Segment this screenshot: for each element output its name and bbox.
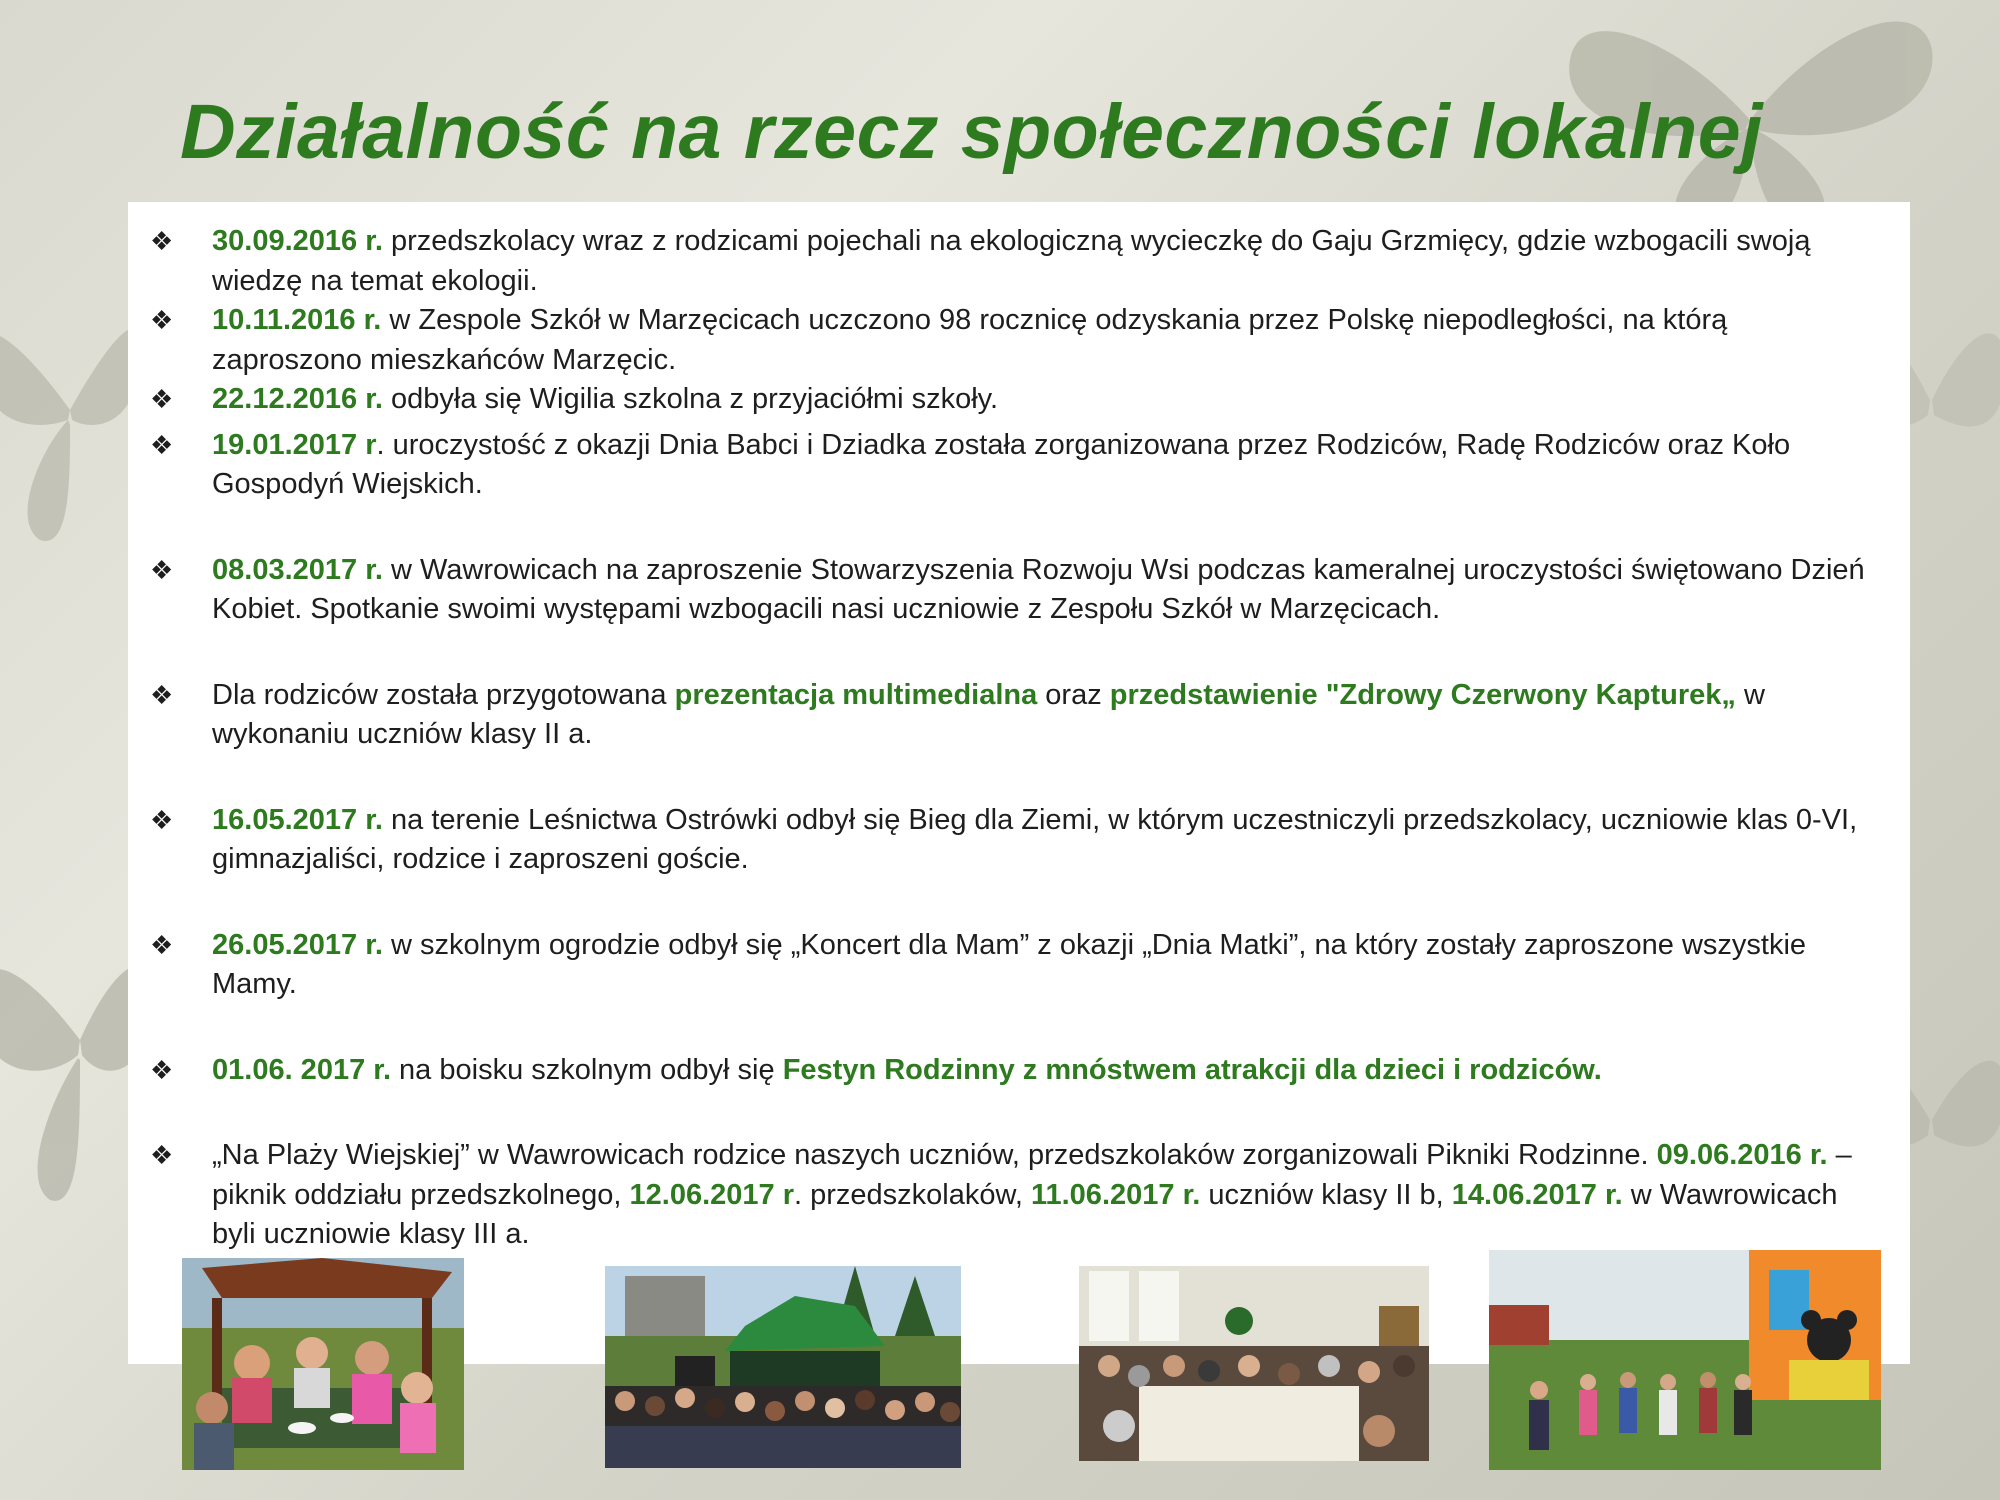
- body-text: na terenie Leśnictwa Ostrówki odbył się Bieg dla Ziemi, w którym uczestniczyli przedszkolacy, uczniowie klas 0-VI, gimnazjaliści, rodzice i zaproszeni goście.: [212, 803, 1858, 875]
- body-text: – piknik oddziału przedszkolnego,: [212, 1139, 1852, 1211]
- body-text: w wykonaniu uczniów klasy II a.: [212, 678, 1765, 750]
- highlighted-text: 12.06.2017 r: [629, 1178, 795, 1211]
- diamond-bullet-icon: ❖: [150, 429, 174, 460]
- diamond-bullet-icon: ❖: [150, 305, 174, 335]
- diamond-bullet-icon: ❖: [150, 226, 174, 256]
- body-text: w Wawrowicach byli uczniowie klasy III a.: [212, 1178, 1838, 1250]
- highlighted-text: prezentacja multimedialna: [674, 678, 1038, 711]
- highlighted-text: 01.06. 2017 r.: [212, 1053, 391, 1086]
- body-text: w Zespole Szkół w Marzęcicach uczczono 98 rocznicę odzyskania przez Polskę niepodległości, na którą zaproszono mieszkańców Marzęcic.: [212, 304, 1728, 376]
- highlighted-text: 10.11.2016 r.: [212, 304, 382, 336]
- highlighted-text: 30.09.2016 r.: [212, 225, 383, 257]
- activity-item: [128, 301, 1910, 380]
- activity-item: [128, 222, 1910, 301]
- highlighted-text: 16.05.2017 r.: [212, 803, 383, 836]
- photo-picnic-gazebo: [182, 1258, 464, 1470]
- content-panel: [128, 202, 1910, 1364]
- highlighted-text: 19.01.2017 r: [212, 428, 377, 461]
- body-text: odbyła się Wigilia szkolna z przyjaciółmi szkoły.: [382, 383, 999, 415]
- activity-item: [128, 926, 1910, 1005]
- highlighted-text: 26.05.2017 r.: [212, 928, 383, 961]
- body-text: w Wawrowicach na zaproszenie Stowarzyszenia Rozwoju Wsi podczas kameralnej uroczystości świętowano Dzień Kobiet. Spotkanie swoimi występami wzbogacili nasi uczniowie z Zespołu Szkół w Marzęcicach.: [212, 553, 1865, 625]
- activity-item: [128, 801, 1910, 880]
- activity-item: [128, 676, 1910, 755]
- photo-festival-bouncy-castle: [1489, 1250, 1881, 1470]
- diamond-bullet-icon: ❖: [150, 804, 174, 835]
- body-text: . przedszkolaków,: [794, 1178, 1031, 1211]
- highlighted-text: 08.03.2017 r.: [212, 553, 383, 586]
- body-text: uczniów klasy II b,: [1200, 1178, 1452, 1211]
- activity-item: [128, 1051, 1910, 1091]
- photo-outdoor-tent-event: [605, 1266, 961, 1468]
- highlighted-text: 11.06.2017 r.: [1030, 1178, 1201, 1211]
- diamond-bullet-icon: ❖: [150, 679, 174, 710]
- highlighted-text: 09.06.2016 r.: [1656, 1139, 1828, 1171]
- activity-list: [128, 222, 1910, 1255]
- diamond-bullet-icon: ❖: [150, 1054, 174, 1085]
- activity-item: [128, 1136, 1910, 1255]
- body-text: „Na Plaży Wiejskiej” w Wawrowicach rodzice naszych uczniów, przedszkolaków zorganizowali Pikniki Rodzinne.: [212, 1139, 1657, 1171]
- body-text: . uroczystość z okazji Dnia Babci i Dziadka została zorganizowana przez Rodziców, Radę Rodziców oraz Koło Gospodyń Wiejskich.: [212, 428, 1791, 500]
- butterfly-decoration-icon: [0, 260, 140, 560]
- diamond-bullet-icon: ❖: [150, 554, 174, 585]
- activity-item: [128, 426, 1910, 505]
- photo-gym-hall-gathering: [1079, 1266, 1429, 1461]
- diamond-bullet-icon: ❖: [150, 384, 174, 414]
- body-text: oraz: [1037, 678, 1110, 711]
- diamond-bullet-icon: ❖: [150, 929, 174, 960]
- body-text: Dla rodziców została przygotowana: [212, 678, 675, 711]
- highlighted-text: przedstawienie "Zdrowy Czerwony Kapturek„: [1109, 678, 1736, 711]
- activity-item: [128, 380, 1910, 420]
- highlighted-text: 22.12.2016 r.: [212, 383, 383, 415]
- diamond-bullet-icon: ❖: [150, 1140, 174, 1170]
- body-text: przedszkolacy wraz z rodzicami pojechali na ekologiczną wycieczkę do Gaju Grzmięcy, gdzie wzbogacili swoją wiedzę na temat ekologii.: [212, 225, 1811, 297]
- highlighted-text: 14.06.2017 r.: [1451, 1178, 1623, 1211]
- body-text: na boisku szkolnym odbył się: [391, 1053, 783, 1086]
- body-text: w szkolnym ogrodzie odbył się „Koncert dla Mam” z okazji „Dnia Matki”, na który zostały zaproszone wszystkie Mamy.: [212, 928, 1807, 1000]
- highlighted-text: Festyn Rodzinny z mnóstwem atrakcji dla dzieci i rodziców.: [782, 1053, 1602, 1086]
- activity-item: [128, 551, 1910, 630]
- page-title: Działalność na rzecz społeczności lokalnej: [180, 89, 1763, 175]
